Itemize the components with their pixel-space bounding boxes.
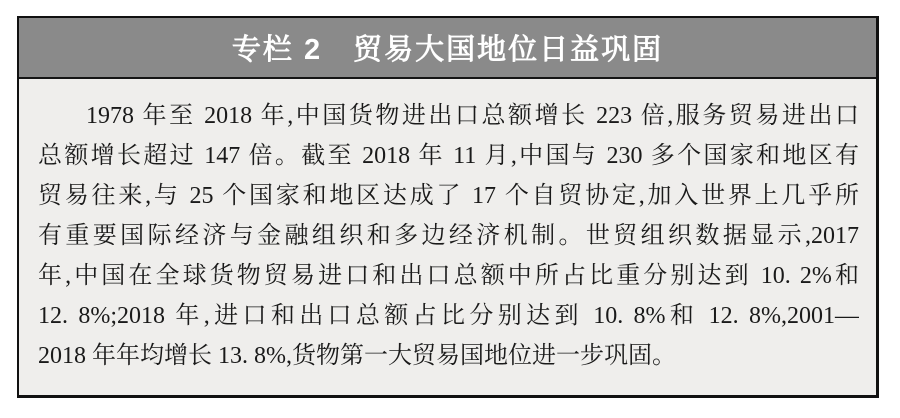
- paragraph-line: 2018 年年均增长 13. 8%,货物第一大贸易国地位进一步巩固。: [38, 343, 676, 369]
- paragraph-line: 1978 年至 2018 年,中国货物进出口总额增长 223 倍,服务贸易进出口: [86, 103, 859, 129]
- paragraph-line: 有重要国际经济与金融组织和多边经济机制。世贸组织数据显示,2017: [38, 223, 859, 249]
- paragraph-line: 贸易往来,与 25 个国家和地区达成了 17 个自贸协定,加入世界上几乎所: [38, 183, 859, 209]
- column-box: [17, 16, 879, 398]
- paragraph-line: 年,中国在全球货物贸易进口和出口总额中所占比重分别达到 10. 2%和: [38, 263, 859, 289]
- paragraph-line: 总额增长超过 147 倍。截至 2018 年 11 月,中国与 230 多个国家和地区有: [38, 143, 859, 169]
- column-box-header: [19, 18, 876, 79]
- column-box-body: [19, 79, 876, 376]
- column-box-title: 专栏 2 贸易大国地位日益巩固: [231, 34, 664, 66]
- paragraph-line: 12. 8%;2018 年,进口和出口总额占比分别达到 10. 8%和 12. 8%,2001—: [38, 303, 859, 329]
